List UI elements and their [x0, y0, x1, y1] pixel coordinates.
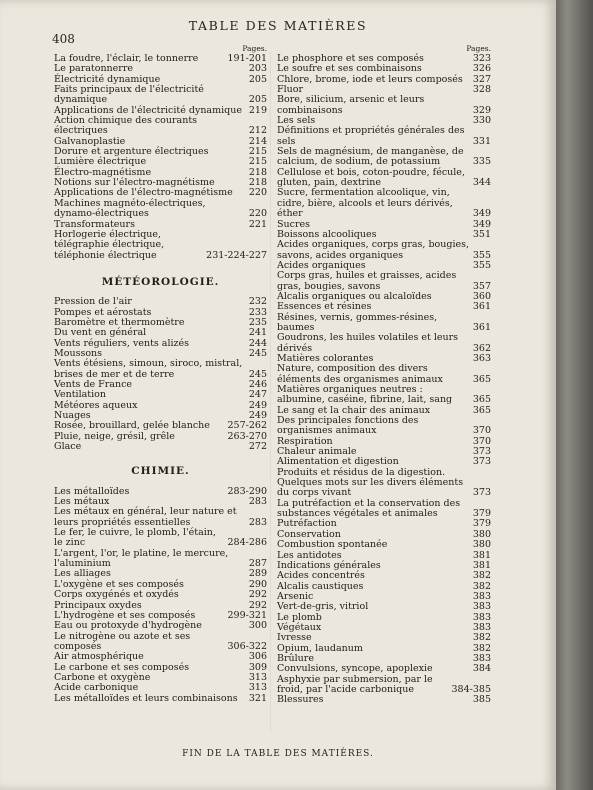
toc-entry-title: Bore, silicium, arsenic et leurs combinaisons: [277, 94, 425, 116]
toc-entry-title: Nuages: [54, 410, 91, 421]
toc-entry-title: Résines, vernis, gommes-résines, baumes: [277, 311, 438, 333]
toc-entry-page: 300: [248, 620, 267, 632]
toc-entry-title: Les métaux en général, leur nature et leurs propriétés essentielles: [54, 506, 237, 528]
toc-entry: [277, 75, 491, 85]
toc-entry-page: 329: [472, 104, 491, 116]
toc-entry-title: Les métaux: [54, 496, 110, 508]
toc-entry: [277, 385, 491, 406]
toc-entry-title: Faits principaux de l'électricité dynamique: [54, 84, 204, 106]
toc-entry-page: 306-322: [227, 640, 267, 652]
toc-entry-title: Les métalloïdes et leurs combinaisons: [54, 692, 238, 704]
toc-entry-title: Glace: [54, 441, 82, 453]
toc-entry-title: Les antidotes: [277, 549, 342, 561]
toc-entry-page: 290: [248, 578, 267, 590]
toc-entry-page: 289: [248, 568, 267, 580]
toc-entry-page: 363: [472, 352, 491, 364]
toc-entry-page: 287: [248, 558, 267, 570]
toc-entry-page: 365: [472, 394, 491, 406]
toc-entry-page: 299-321: [227, 609, 267, 621]
toc-entry-page: 212: [248, 125, 267, 137]
toc-entry: [54, 432, 267, 442]
toc-entry-title: Asphyxie par submersion, par le froid, par l'acide carbonique: [277, 673, 433, 695]
toc-entry-page: 349: [472, 218, 491, 230]
toc-entry-title: Le phosphore et ses composés: [277, 53, 424, 64]
toc-entry: [54, 230, 267, 261]
toc-entry: [277, 571, 491, 581]
toc-entry-title: Pression de l'air: [54, 296, 132, 308]
toc-entry-page: 361: [472, 321, 491, 333]
toc-entry-title: Respiration: [277, 435, 333, 447]
toc-entry-page: 373: [472, 446, 491, 458]
toc-entry-page: 203: [248, 63, 267, 75]
toc-entry-page: 365: [472, 373, 491, 385]
toc-entry-title: Le carbone et ses composés: [54, 661, 190, 673]
toc-entry: [54, 621, 267, 631]
toc-entry-page: 283-290: [227, 485, 267, 497]
toc-entry-page: 383: [472, 621, 491, 633]
toc-entry-page: 205: [248, 94, 267, 106]
toc-entry-page: 215: [248, 146, 267, 158]
toc-entry-page: 362: [472, 342, 491, 354]
toc-entry-page: 379: [472, 518, 491, 530]
toc-entry: [277, 126, 491, 147]
toc-entry-page: 321: [248, 692, 267, 704]
toc-entry-page: 380: [472, 528, 491, 540]
toc-entry-title: Vents étésiens, simoun, siroco, mistral, brises de mer et de terre: [54, 358, 243, 380]
toc-entry-page: 283: [248, 496, 267, 508]
toc-entry-title: La foudre, l'éclair, le tonnerre: [54, 53, 199, 64]
toc-entry-title: Chlore, brome, iode et leurs composés: [277, 73, 463, 85]
toc-entry: [54, 507, 267, 528]
toc-entry: [277, 147, 491, 168]
toc-entry-page: 292: [248, 589, 267, 601]
toc-entry-page: 351: [472, 228, 491, 240]
toc-entry-page: 249: [248, 399, 267, 411]
toc-entry: [277, 95, 491, 116]
toc-entry-page: 249: [248, 410, 267, 421]
toc-entry-page: 349: [472, 208, 491, 220]
toc-entry-title: Indications générales: [277, 559, 381, 571]
toc-entry-title: La putréfaction et la conservation des substances végétales et animales: [277, 497, 461, 520]
toc-entry: [277, 364, 491, 385]
toc-entry-title: Matières organiques neutres : albumine, caséine, fibrine, lait, sang: [277, 384, 453, 406]
column-divider: [270, 52, 271, 732]
toc-entry-title: Putréfaction: [277, 518, 337, 530]
toc-entry-page: 313: [248, 671, 267, 683]
toc-entry-page: 244: [248, 337, 267, 349]
toc-entry-title: Pompes et aérostats: [54, 306, 152, 318]
toc-entry-page: 292: [248, 599, 267, 611]
toc-entry-title: L'hydrogène et ses composés: [54, 609, 196, 621]
toc-entry-title: Machines magnéto-électriques, dynamo-électriques: [54, 197, 206, 220]
end-of-table-note: FIN DE LA TABLE DES MATIÈRES.: [182, 749, 374, 759]
toc-entry-page: 326: [472, 63, 491, 75]
toc-entry-title: Vert-de-gris, vitriol: [277, 601, 369, 613]
toc-entry-page: 382: [472, 632, 491, 644]
toc-entry-title: Goudrons, les huiles volatiles et leurs dérivés: [277, 332, 459, 354]
toc-entry-title: Les sels: [277, 115, 316, 127]
electricity-entries: [54, 54, 267, 261]
toc-entry-page: 331: [472, 135, 491, 147]
toc-entry-title: Fluor: [277, 84, 304, 96]
toc-entry-page: 382: [472, 642, 491, 654]
toc-entry-page: 246: [248, 378, 267, 390]
toc-entry-title: Acides organiques: [277, 259, 366, 271]
toc-entry: [277, 602, 491, 612]
toc-entry-page: 220: [248, 208, 267, 220]
toc-entry-page: 384-385: [451, 683, 491, 695]
toc-entry: [277, 499, 491, 520]
toc-entry-page: 218: [248, 166, 267, 178]
toc-entry-page: 221: [248, 218, 267, 230]
toc-entry: [277, 313, 491, 334]
meteorology-heading: MÉTÉOROLOGIE.: [101, 275, 220, 288]
toc-entry-page: 283: [248, 516, 267, 528]
pages-label: Pages.: [466, 44, 491, 53]
toc-entry-title: Rosée, brouillard, gelée blanche: [54, 420, 210, 432]
toc-entry-page: 361: [472, 301, 491, 313]
toc-entry-title: Opium, laudanum: [277, 642, 363, 654]
toc-entry-title: Galvanoplastie: [54, 135, 126, 147]
toc-entry-title: Acide carbonique: [54, 682, 139, 694]
toc-entry-title: Sucres: [277, 218, 310, 230]
toc-entry-page: 355: [472, 249, 491, 261]
toc-entry-title: Action chimique des courants électriques: [54, 115, 198, 137]
toc-entry-page: 232: [248, 296, 267, 308]
toc-entry-title: Sucre, fermentation alcoolique, vin, cidre, bière, alcools et leurs dérivés, éther: [277, 187, 453, 220]
toc-entry-page: 344: [472, 177, 491, 189]
toc-entry-page: 191-201: [227, 53, 267, 64]
toc-entry-title: Sels de magnésium, de manganèse, de calcium, de sodium, de potassium: [277, 146, 464, 168]
toc-entry-page: 382: [472, 570, 491, 582]
toc-entry-title: Végétaux: [277, 621, 322, 633]
toc-entry-title: Acides concentrés: [277, 570, 365, 582]
toc-entry: [54, 652, 267, 662]
toc-entry-title: Moussons: [54, 347, 103, 359]
toc-entry-page: 306: [248, 651, 267, 663]
toc-entry-title: Nature, composition des divers éléments des organismes animaux: [277, 363, 443, 385]
toc-entry-page: 284-286: [227, 537, 267, 549]
toc-entry-title: Alcalis caustiques: [277, 580, 364, 592]
toc-entry-page: 247: [248, 389, 267, 401]
toc-entry-page: 385: [472, 694, 491, 706]
right-column: [277, 44, 491, 706]
toc-entry-title: Dorure et argenture électriques: [54, 146, 209, 158]
toc-entry-title: Les alliages: [54, 568, 111, 580]
toc-entry-title: Alimentation et digestion: [277, 456, 399, 468]
toc-entry: [277, 188, 491, 219]
toc-entry-page: 360: [472, 290, 491, 302]
toc-entry-page: 233: [248, 306, 267, 318]
toc-entry-title: Pluie, neige, grésil, grêle: [54, 430, 175, 442]
toc-entry-title: Brûlure: [277, 652, 314, 664]
toc-entry-page: 370: [472, 435, 491, 447]
toc-entry-title: Le soufre et ses combinaisons: [277, 63, 422, 75]
toc-entry-title: Air atmosphérique: [54, 651, 144, 663]
toc-entry-title: Définitions et propriétés générales des sels: [277, 125, 465, 147]
toc-entry-page: 235: [248, 316, 267, 328]
toc-entry: [277, 333, 491, 354]
toc-entry-title: Le paratonnerre: [54, 63, 134, 75]
toc-entry-title: L'oxygène et ses composés: [54, 578, 184, 590]
toc-entry-page: 381: [472, 559, 491, 571]
toc-entry-title: Applications de l'électricité dynamique: [54, 104, 242, 116]
toc-entry-title: Essences et résines: [277, 301, 372, 313]
chemistry-continued-entries: [277, 54, 491, 706]
toc-entry-page: 383: [472, 611, 491, 623]
page-title: TABLE DES MATIÈRES: [188, 18, 368, 33]
toc-entry-title: Arsenic: [277, 590, 314, 602]
toc-entry: [54, 199, 267, 220]
toc-entry-page: 383: [472, 590, 491, 602]
toc-entry-title: Lumière électrique: [54, 156, 147, 168]
toc-entry: [54, 528, 267, 549]
toc-entry-title: Électro-magnétisme: [54, 166, 152, 178]
toc-entry-title: Combustion spontanée: [277, 539, 388, 551]
toc-entry-page: 272: [248, 441, 267, 453]
toc-entry: [54, 442, 267, 452]
toc-entry-title: Des principales fonctions des organismes animaux: [277, 415, 419, 437]
toc-entry-page: 373: [472, 487, 491, 499]
toc-entry: [54, 632, 267, 653]
toc-entry-page: 323: [472, 53, 491, 64]
toc-entry-title: Le fer, le cuivre, le plomb, l'étain, le zinc: [54, 527, 216, 549]
toc-entry-title: Corps oxygénés et oxydés: [54, 589, 179, 601]
toc-entry-title: Corps gras, huiles et graisses, acides gras, bougies, savons: [277, 270, 457, 292]
left-column: [54, 44, 267, 704]
toc-entry-title: Météores aqueux: [54, 399, 138, 411]
toc-entry-page: 219: [248, 104, 267, 116]
toc-entry-title: Acides organiques, corps gras, bougies, savons, acides organiques: [277, 239, 470, 261]
toc-entry-page: 382: [472, 580, 491, 592]
toc-entry: [277, 271, 491, 292]
toc-entry-page: 313: [248, 682, 267, 694]
toc-entry: [277, 675, 491, 696]
toc-entry-page: 383: [472, 652, 491, 664]
toc-entry-page: 355: [472, 259, 491, 271]
toc-entry-page: 365: [472, 404, 491, 416]
toc-entry-title: L'argent, l'or, le platine, le mercure, l'aluminium: [54, 547, 229, 570]
toc-entry-page: 241: [248, 327, 267, 339]
toc-entry: [54, 116, 267, 137]
toc-entry-page: 245: [248, 368, 267, 380]
toc-entry-page: 380: [472, 539, 491, 551]
toc-entry-title: Cellulose et bois, coton-poudre, fécule, gluten, pain, dextrine: [277, 166, 465, 189]
toc-entry-page: 309: [248, 661, 267, 673]
toc-entry-title: Le plomb: [277, 611, 322, 623]
toc-entry-title: Produits et résidus de la digestion. Quelques mots sur les divers éléments du corps vivant: [277, 466, 464, 499]
toc-entry-title: Carbone et oxygène: [54, 671, 151, 683]
toc-entry-title: Horlogerie électrique, télégraphie électrique, téléphonie électrique: [54, 228, 165, 261]
toc-entry-title: Notions sur l'électro-magnétisme: [54, 177, 215, 189]
toc-entry-title: Le nitrogène ou azote et ses composés: [54, 630, 191, 652]
toc-entry-page: 231-224-227: [206, 249, 267, 261]
toc-entry-title: Vents de France: [54, 378, 133, 390]
toc-entry-title: Vents réguliers, vents alizés: [54, 337, 190, 349]
toc-entry-page: 220: [248, 187, 267, 199]
toc-entry-page: 205: [248, 73, 267, 85]
toc-entry-page: 218: [248, 177, 267, 189]
toc-entry-title: Eau ou protoxyde d'hydrogène: [54, 620, 202, 632]
toc-entry-title: Électricité dynamique: [54, 73, 161, 85]
toc-entry-page: 214: [248, 135, 267, 147]
toc-entry-title: Les métalloïdes: [54, 485, 130, 497]
toc-entry-title: Le sang et la chair des animaux: [277, 404, 431, 416]
toc-entry-title: Alcalis organiques ou alcaloïdes: [277, 290, 432, 302]
toc-entry-title: Transformateurs: [54, 218, 135, 230]
toc-entry: [277, 695, 491, 705]
toc-entry: [54, 590, 267, 600]
toc-entry-page: 373: [472, 456, 491, 468]
toc-entry-title: Blessures: [277, 694, 324, 706]
toc-entry-page: 335: [472, 156, 491, 168]
toc-entry-page: 383: [472, 601, 491, 613]
toc-entry-page: 245: [248, 347, 267, 359]
toc-entry: [277, 240, 491, 261]
toc-entry-page: 328: [472, 84, 491, 96]
toc-entry-title: Du vent en général: [54, 327, 147, 339]
toc-entry: [54, 694, 267, 704]
toc-entry: [54, 297, 267, 307]
toc-entry: [54, 549, 267, 570]
toc-entry-title: Principaux oxydes: [54, 599, 142, 611]
toc-entry: [277, 468, 491, 499]
toc-entry-title: Conservation: [277, 528, 341, 540]
page-edge: [556, 0, 593, 790]
toc-entry-page: 357: [472, 280, 491, 292]
toc-entry: [54, 85, 267, 106]
toc-entry-title: Ivresse: [277, 632, 312, 644]
toc-entry-page: 263-270: [227, 430, 267, 442]
chemistry-heading: CHIMIE.: [131, 465, 190, 478]
toc-entry-page: 327: [472, 73, 491, 85]
page-number: 408: [52, 32, 75, 46]
toc-entry: [54, 359, 267, 380]
pages-label: Pages.: [242, 44, 267, 53]
toc-entry-title: Applications de l'électro-magnétisme: [54, 187, 233, 199]
toc-entry-title: Ventilation: [54, 389, 106, 401]
chemistry-entries: [54, 487, 267, 704]
toc-entry-title: Convulsions, syncope, apoplexie: [277, 663, 433, 675]
toc-entry: [277, 168, 491, 189]
toc-entry: [277, 540, 491, 550]
toc-entry-title: Boissons alcooliques: [277, 228, 377, 240]
toc-entry-page: 215: [248, 156, 267, 168]
toc-entry-title: Baromètre et thermomètre: [54, 316, 185, 328]
toc-entry-title: Chaleur animale: [277, 446, 357, 458]
toc-entry-page: 381: [472, 549, 491, 561]
toc-entry: [277, 416, 491, 437]
meteorology-entries: [54, 297, 267, 452]
toc-entry-page: 257-262: [227, 420, 267, 432]
toc-entry-page: 379: [472, 508, 491, 520]
toc-entry-page: 370: [472, 425, 491, 437]
toc-entry-page: 330: [472, 115, 491, 127]
toc-entry-page: 384: [472, 663, 491, 675]
toc-entry-title: Matières colorantes: [277, 352, 374, 364]
